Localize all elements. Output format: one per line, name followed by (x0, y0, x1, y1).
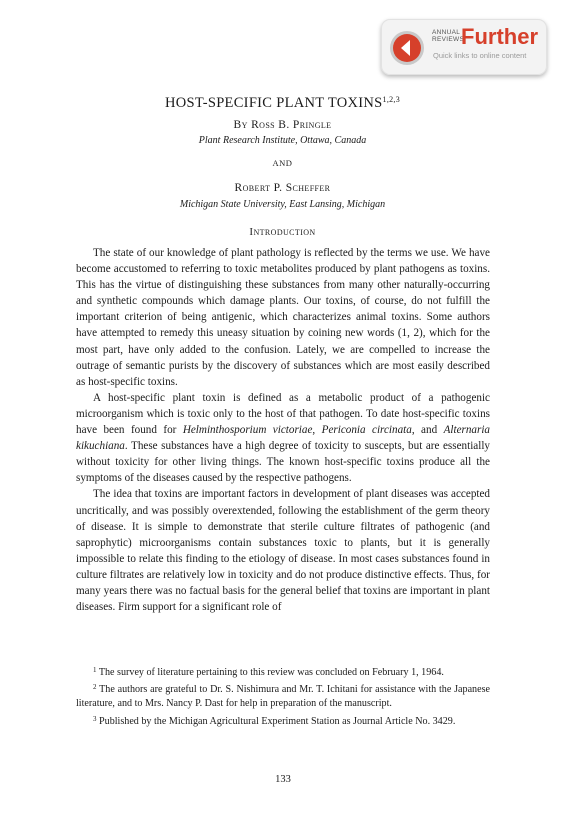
paragraph-3: The idea that toxins are important factors in development of plant diseases was accepted uncritically, and was possibly overextended, following the establishment of the germ theory of disease. It is simple to demonstrate that sterile culture filtrates of pathogenic (and saprophytic) microorganisms contain substances toxic to plants, but it is generally impossible to relate this finding to the etiology of disease. In most cases substances found in culture filtrates are relatively low in toxicity and do not produce distinctive effects. Thus, for many years there was no factual basis for the general belief that toxins are important in plant diseases. Firm support for a significant role of (76, 488, 490, 614)
paragraph-2-text-c: , and (411, 424, 444, 437)
paragraph-2 (76, 390, 490, 487)
section-heading: Introduction (249, 226, 316, 238)
badge-annual-text: ANNUAL (432, 29, 461, 36)
paragraph-2-text-a: A host-specific plant toxin is defined as a metabolic product of a pathogenic microorganism which is toxic only to the host of that pathogen. To date host-specific toxins have been found for (76, 391, 490, 437)
paragraph-2-text-b: , (312, 424, 322, 437)
and-separator: AND (272, 158, 293, 168)
paragraph-1: The state of our knowledge of plant pathology is reflected by the terms we use. We have become accustomed to referring to toxic metabolites produced by plant pathogens as toxins. This has the virtue of distinguishing these substances from many other naturally-occurring and synthetic compounds which damage plants. Our toxins, of course, do not fulfill the important criterion of being antigenic, which characterizes animal toxins. Some authors have attempted to remedy this uneasy situation by coining new words (1, 2), which for the most part, have only added to the confusion. Lately, we are compelled to increase the outrage of semantic purists by the discovery of substances which are most easily described as host-specific toxins. (76, 247, 490, 388)
author-name-2: Robert P. Scheffer (234, 182, 331, 194)
footnote-mark-2: 2 (93, 683, 97, 692)
footnote-mark-3: 3 (93, 714, 97, 723)
author-name-1: Ross B. Pringle (251, 119, 332, 131)
author-line-1 (60, 118, 505, 132)
species-alternaria: Alternaria kikuchiana (76, 424, 490, 453)
paragraph-2-text-d: . These substances have a high degree of toxicity to suscepts, but are essentially without toxicity for other living things. The known host-specific toxins produce all the symptoms of the diseases caused by the respective pathogens. (76, 440, 490, 485)
species-helminthosporium: Helminthosporium victoriae (182, 424, 313, 437)
page-number: 133 (275, 774, 291, 785)
badge-further-text[interactable]: Further (461, 24, 538, 49)
title-footnote-refs[interactable]: 1,2,3 (382, 95, 401, 104)
footnote-mark-1: 1 (93, 666, 97, 674)
affiliation-2: Michigan State University, East Lansing, Michigan (179, 199, 386, 210)
annual-reviews-further-badge[interactable] (381, 19, 547, 75)
badge-reviews-text: REVIEWS (432, 36, 465, 43)
article-title-text: HOST-SPECIFIC PLANT TOXINS (164, 95, 383, 111)
species-periconia: Periconia circinata (321, 424, 412, 437)
affiliation-1: Plant Research Institute, Ottawa, Canada (198, 135, 367, 146)
article-body (76, 245, 490, 615)
footnote-text-2: The authors are grateful to Dr. S. Nishimura and Mr. T. Ichitani for assistance with the Japanese literature, and to Mrs. Nancy P. Dast for help in preparation of the manuscript. (76, 684, 490, 710)
footnote-1 (76, 663, 490, 680)
article-title (60, 91, 505, 112)
footnote-text-1: The survey of literature pertaining to this review was concluded on February 1, 1964. (98, 667, 444, 678)
footnote-text-3: Published by the Michigan Agricultural Experiment Station as Journal Article No. 3429. (99, 715, 456, 727)
footnotes (76, 663, 490, 729)
badge-tagline: Quick links to online content (433, 51, 527, 60)
footnote-2 (76, 680, 490, 711)
footnote-3 (76, 712, 490, 729)
by-label: By (233, 119, 248, 131)
arrow-circle-icon[interactable] (387, 28, 427, 68)
